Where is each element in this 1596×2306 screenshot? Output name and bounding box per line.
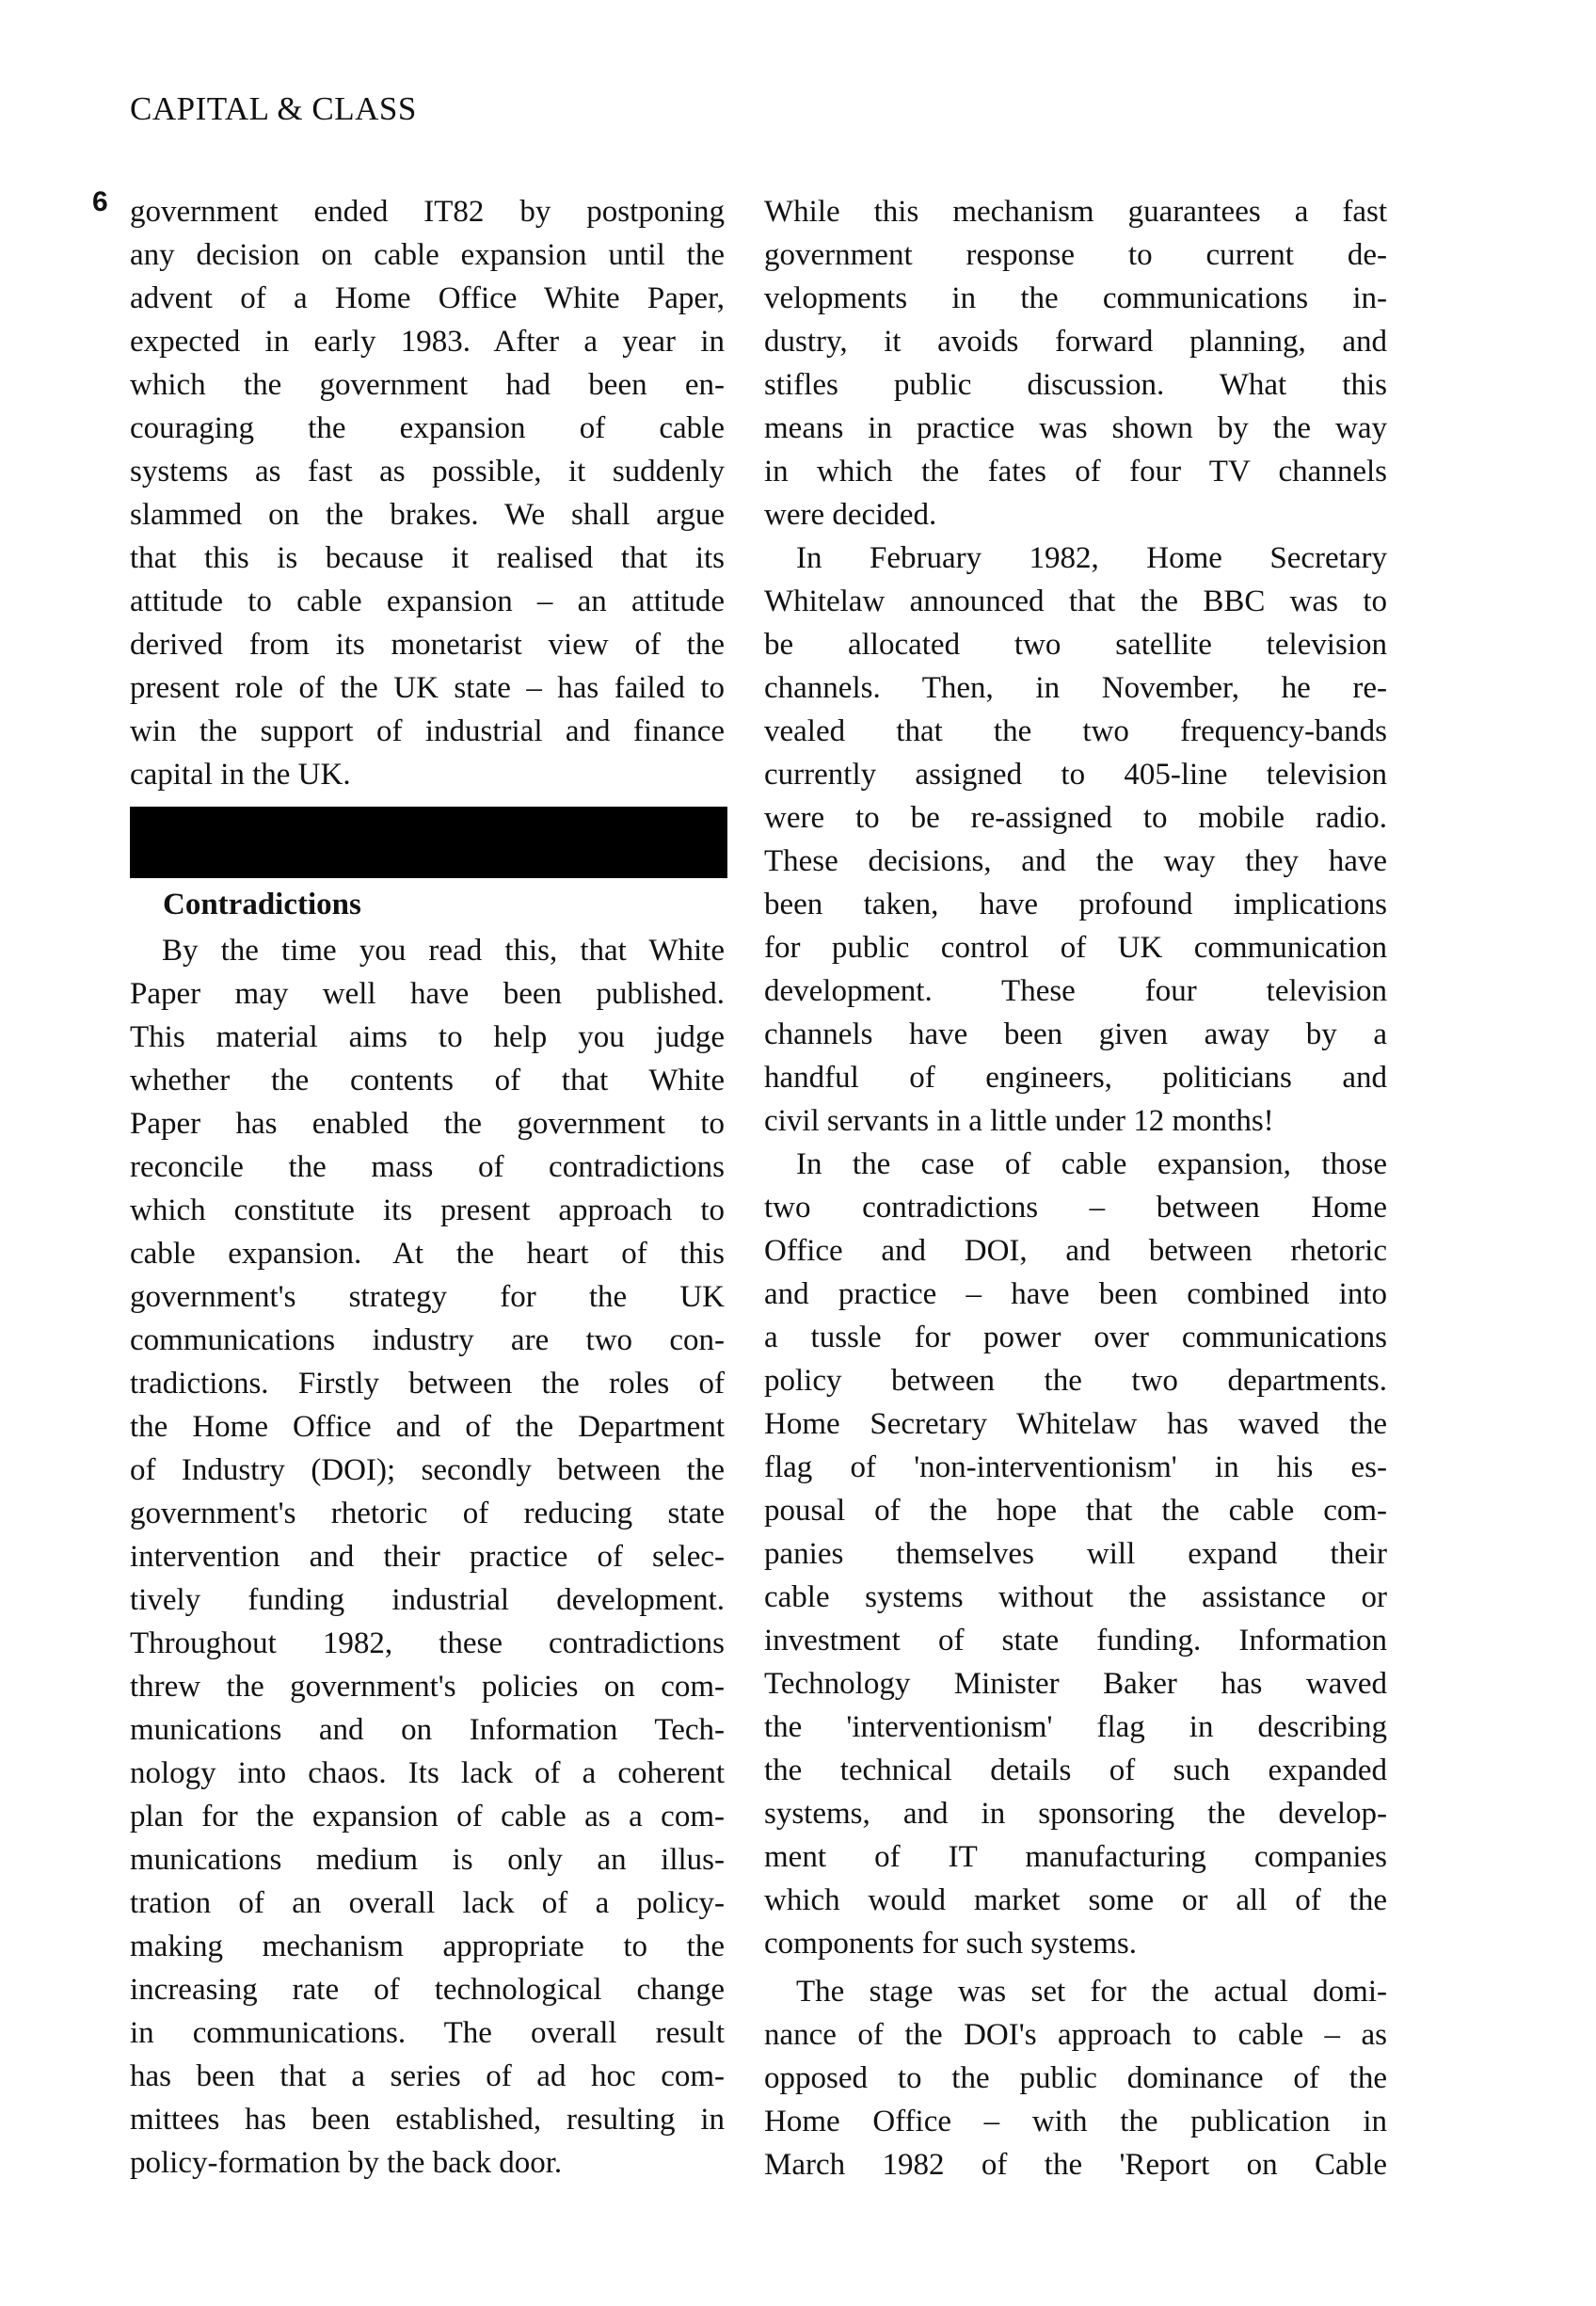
text-line: whether the contents of that White [130,1064,725,1097]
text-line: that this is because it realised that its [130,541,725,575]
text-line: capital in the UK. [130,758,351,792]
text-line: vealed that the two frequency-bands [764,714,1387,748]
text-line: While this mechanism guarantees a fast [764,195,1387,229]
text-line: advent of a Home Office White Paper, [130,281,725,315]
text-line: which the government had been en- [130,368,725,402]
running-header: CAPITAL & CLASS [130,90,417,127]
text-line: civil servants in a little under 12 months! [764,1104,1274,1138]
text-line: The stage was set for the actual domi- [796,1975,1387,2009]
text-line: dustry, it avoids forward planning, and [764,325,1387,359]
text-line: attitude to cable expansion – an attitude [130,585,725,618]
text-line: pousal of the hope that the cable com- [764,1494,1387,1528]
text-line: tration of an overall lack of a policy- [130,1886,725,1920]
text-line: any decision on cable expansion until the [130,238,725,272]
text-line: in which the fates of four TV channels [764,455,1387,488]
text-line: Technology Minister Baker has waved [764,1667,1387,1701]
text-line: intervention and their practice of selec- [130,1540,725,1574]
text-line: policy between the two departments. [764,1364,1387,1398]
text-line: systems, and in sponsoring the develop- [764,1797,1387,1831]
text-line: a tussle for power over communications [764,1321,1387,1354]
text-line: the technical details of such expanded [764,1754,1387,1787]
text-line: government response to current de- [764,238,1387,272]
text-line: development. These four television [764,974,1387,1008]
text-line: means in practice was shown by the way [764,411,1387,445]
text-line: cable expansion. At the heart of this [130,1237,725,1271]
text-line: the 'interventionism' flag in describing [764,1710,1387,1744]
right-column [764,190,1387,2186]
text-line: March 1982 of the 'Report on Cable [764,2148,1387,2182]
text-line: Paper has enabled the government to [130,1107,725,1141]
text-line: for public control of UK communication [764,931,1387,965]
paragraph [130,929,725,2185]
text-line: systems as fast as possible, it suddenly [130,455,725,488]
text-line: which constitute its present approach to [130,1193,725,1227]
text-line: Whitelaw announced that the BBC was to [764,585,1387,618]
text-line: Throughout 1982, these contradictions [130,1626,725,1660]
text-line: which would market some or all of the [764,1883,1387,1917]
text-line: tively funding industrial development. [130,1583,725,1617]
text-line: mittees has been established, resulting in [130,2103,725,2137]
text-line: currently assigned to 405-line television [764,758,1387,792]
paragraph [764,190,1387,536]
text-line: couraging the expansion of cable [130,411,725,445]
text-line: components for such systems. [764,1927,1137,1961]
text-line: Home Office – with the publication in [764,2105,1387,2138]
paragraph [764,1143,1387,1965]
text-line: investment of state funding. Information [764,1624,1387,1657]
text-line: derived from its monetarist view of the [130,628,725,662]
text-line: Home Secretary Whitelaw has waved the [764,1407,1387,1441]
text-line: were to be re-assigned to mobile radio. [764,801,1387,835]
text-line: government's strategy for the UK [130,1280,725,1314]
text-line: This material aims to help you judge [130,1020,725,1054]
text-line: munications and on Information Tech- [130,1713,725,1747]
text-line: These decisions, and the way they have [764,844,1387,878]
text-line: slammed on the brakes. We shall argue [130,498,725,532]
text-line: handful of engineers, politicians and [764,1061,1387,1095]
text-line: expected in early 1983. After a year in [130,325,725,359]
paragraph [764,1970,1387,2186]
text-line: been taken, have profound implications [764,888,1387,921]
text-line: were decided. [764,498,937,532]
text-line: By the time you read this, that White [162,934,725,968]
text-line: in communications. The overall result [130,2016,725,2050]
text-line: the Home Office and of the Department [130,1410,725,1444]
text-line: increasing rate of technological change [130,1973,725,2007]
text-line: of Industry (DOI); secondly between the [130,1453,725,1487]
text-line: Office and DOI, and between rhetoric [764,1234,1387,1268]
text-line: reconcile the mass of contradictions [130,1150,725,1184]
paragraph [764,536,1387,1143]
text-line: channels have been given away by a [764,1017,1387,1051]
text-line: policy-formation by the back door. [130,2146,563,2180]
text-line: cable systems without the assistance or [764,1580,1387,1614]
text-line: In the case of cable expansion, those [796,1147,1387,1181]
text-line: channels. Then, in November, he re- [764,671,1387,705]
left-column-intro [130,190,725,796]
text-line: nance of the DOI's approach to cable – as [764,2018,1387,2052]
text-line: velopments in the communications in- [764,281,1387,315]
page-number: 6 [92,186,108,217]
text-line: stifles public discussion. What this [764,368,1387,402]
text-line: plan for the expansion of cable as a com- [130,1800,725,1834]
text-line: nology into chaos. Its lack of a coherent [130,1756,725,1790]
section-divider-bar [130,807,727,878]
text-line: be allocated two satellite television [764,628,1387,662]
text-line: opposed to the public dominance of the [764,2061,1387,2095]
text-line: two contradictions – between Home [764,1191,1387,1225]
text-line: government's rhetoric of reducing state [130,1497,725,1530]
text-line: government ended IT82 by postponing [130,195,725,229]
left-column-body [130,929,725,2185]
text-line: tradictions. Firstly between the roles of [130,1367,725,1401]
text-line: ment of IT manufacturing companies [764,1840,1387,1874]
text-line: present role of the UK state – has failed to [130,671,725,705]
text-line: Paper may well have been published. [130,977,725,1011]
text-line: communications industry are two con- [130,1323,725,1357]
section-heading: Contradictions [163,888,361,921]
text-line: panies themselves will expand their [764,1537,1387,1571]
text-line: has been that a series of ad hoc com- [130,2059,725,2093]
paragraph [130,190,725,796]
text-line: munications medium is only an illus- [130,1843,725,1877]
text-line: and practice – have been combined into [764,1277,1387,1311]
text-line: making mechanism appropriate to the [130,1930,725,1963]
text-line: win the support of industrial and finance [130,714,725,748]
text-line: In February 1982, Home Secretary [796,541,1387,575]
text-line: flag of 'non-interventionism' in his es- [764,1450,1387,1484]
text-line: threw the government's policies on com- [130,1670,725,1704]
